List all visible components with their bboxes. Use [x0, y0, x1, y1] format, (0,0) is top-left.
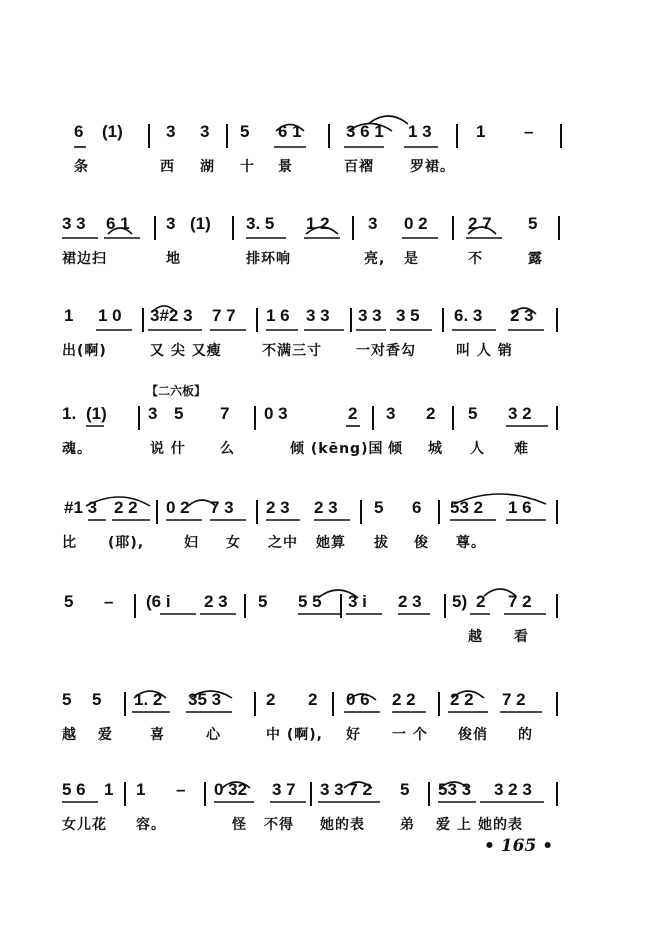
barline: [556, 782, 558, 806]
lyric: 一对香勾: [356, 343, 416, 359]
barline: [372, 406, 374, 430]
note: (1): [102, 122, 123, 141]
lyric: 越: [62, 727, 77, 743]
note: 6: [412, 498, 422, 517]
lyric: 说 什: [150, 441, 186, 457]
barline: [438, 500, 440, 524]
note: 1. 2: [134, 690, 163, 709]
note: 7 2: [508, 592, 532, 611]
note: 2 2: [450, 690, 474, 709]
notation-row: [0, 306, 655, 336]
note: 2: [308, 690, 318, 709]
note: 2 2: [392, 690, 416, 709]
note: 6: [74, 122, 84, 141]
note: 5: [64, 592, 74, 611]
tempo-marking: 【二六板】: [146, 384, 207, 398]
note: 2: [348, 404, 358, 423]
note: 3 3 7 2: [320, 780, 372, 799]
lyric: 容。: [136, 817, 166, 833]
lyric: 女儿花: [62, 817, 107, 833]
lyric: 拔: [374, 535, 389, 551]
barline: [444, 594, 446, 618]
page-number: • 165 •: [484, 836, 554, 856]
note: 3: [386, 404, 396, 423]
note: 3: [200, 122, 210, 141]
note: 6 1: [106, 214, 130, 233]
note: 5: [468, 404, 478, 423]
lyric: 亮,: [364, 251, 386, 267]
note: 0 3: [264, 404, 288, 423]
note: 3 7: [272, 780, 296, 799]
lyric: 爱: [98, 727, 113, 743]
lyric-row: [0, 248, 655, 270]
barline: [254, 692, 256, 716]
barline: [256, 308, 258, 332]
lyric: 倾 (kēng)国: [290, 441, 384, 457]
barline: [328, 124, 330, 148]
lyric: 倾: [388, 441, 403, 457]
note: 3. 5: [246, 214, 275, 233]
barline: [360, 500, 362, 524]
barline: [124, 782, 126, 806]
lyric: 叫 人 销: [456, 343, 513, 359]
lyric: 又 尖 又瘦: [150, 343, 222, 359]
lyric: 她的表: [320, 817, 365, 833]
lyric: 比: [62, 535, 77, 551]
notation-row: [0, 592, 655, 622]
barline: [226, 124, 228, 148]
note: 5: [174, 404, 184, 423]
notation-row: [0, 498, 655, 528]
note: 1 0: [98, 306, 122, 325]
barline: [134, 594, 136, 618]
barline: [232, 216, 234, 240]
lyric: 中 (啊),: [266, 727, 323, 743]
note: 3#2 3: [150, 306, 193, 325]
note: 7 3: [210, 498, 234, 517]
lyric: 人: [470, 441, 485, 457]
lyric: 裙边扫: [62, 251, 107, 267]
lyric: 西: [160, 159, 175, 175]
note: 3 5: [396, 306, 420, 325]
barline: [148, 124, 150, 148]
note: 0 2: [404, 214, 428, 233]
lyric: 条: [74, 159, 89, 175]
note: 3 i: [348, 592, 367, 611]
note: (1): [86, 404, 107, 423]
lyric: 百褶: [344, 159, 374, 175]
lyric: 湖: [200, 159, 215, 175]
notation-row: [0, 122, 655, 152]
note: 0 6: [346, 690, 370, 709]
note: 2 3: [510, 306, 534, 325]
note: 6. 3: [454, 306, 483, 325]
lyric: 么: [220, 441, 235, 457]
barline: [124, 692, 126, 716]
note: 5: [62, 690, 72, 709]
lyric: 她的表: [478, 817, 523, 833]
note: 3 3: [62, 214, 86, 233]
note: 1: [476, 122, 486, 141]
note: 2: [266, 690, 276, 709]
lyric: 城: [428, 441, 443, 457]
note: 5): [452, 592, 468, 611]
note: 1 3: [408, 122, 432, 141]
lyric: 爱 上: [436, 817, 472, 833]
barline: [452, 216, 454, 240]
lyric: 心: [206, 727, 221, 743]
notation-row: [0, 214, 655, 244]
barline: [560, 124, 562, 148]
lyric: 俊: [414, 535, 429, 551]
lyric: 俊俏: [458, 727, 488, 743]
lyric: 尊。: [456, 535, 486, 551]
lyric: 出(啊): [62, 343, 107, 359]
note: (6 i: [146, 592, 171, 611]
barline: [352, 216, 354, 240]
barline: [156, 500, 158, 524]
lyric: 怪: [232, 817, 247, 833]
note: 1 2: [306, 214, 330, 233]
lyric: 看: [514, 629, 529, 645]
note: 3: [166, 214, 176, 233]
lyric: 她算: [316, 535, 346, 551]
lyric: 不得: [264, 817, 294, 833]
note: 5 5: [298, 592, 322, 611]
barline: [350, 308, 352, 332]
barline: [556, 594, 558, 618]
note: 1 6: [508, 498, 532, 517]
lyric: 好: [346, 727, 361, 743]
barline: [256, 500, 258, 524]
note: 2 3: [398, 592, 422, 611]
note: 3: [166, 122, 176, 141]
note: 53 2: [450, 498, 484, 517]
lyric-row: [0, 340, 655, 362]
note: 3 2 3: [494, 780, 532, 799]
lyric-row: [0, 156, 655, 178]
note: 1: [64, 306, 74, 325]
barline: [442, 308, 444, 332]
barline: [556, 500, 558, 524]
note: –: [176, 780, 186, 799]
note: 2 3: [204, 592, 228, 611]
barline: [556, 406, 558, 430]
note: 3 6 1: [346, 122, 384, 141]
lyric: 的: [518, 727, 533, 743]
note: 35 3: [188, 690, 222, 709]
notation-row: [0, 690, 655, 720]
note: 5: [258, 592, 268, 611]
note: 2 2: [114, 498, 138, 517]
lyric: 喜: [150, 727, 165, 743]
barline: [310, 782, 312, 806]
note: 0 32: [214, 780, 248, 799]
note: 3 2: [508, 404, 532, 423]
note: 1: [104, 780, 114, 799]
lyric-row: [0, 814, 655, 836]
note: 53 3: [438, 780, 472, 799]
lyric: 妇: [184, 535, 199, 551]
note: 2 7: [468, 214, 492, 233]
note: –: [104, 592, 114, 611]
note: 1.: [62, 404, 77, 423]
barline: [332, 692, 334, 716]
lyric: (耶),: [108, 535, 145, 551]
note: 5: [400, 780, 410, 799]
lyric-row: [0, 724, 655, 746]
lyric-row: [0, 532, 655, 554]
barline: [558, 216, 560, 240]
lyric: 罗裙。: [410, 159, 455, 175]
note: 5: [528, 214, 538, 233]
lyric: 露: [528, 251, 543, 267]
lyric: 排环响: [246, 251, 291, 267]
barline: [428, 782, 430, 806]
note: –: [524, 122, 534, 141]
lyric: 地: [166, 251, 181, 267]
barline: [204, 782, 206, 806]
note: 3 3: [358, 306, 382, 325]
barline: [138, 406, 140, 430]
barline: [556, 692, 558, 716]
lyric: 不满三寸: [262, 343, 322, 359]
notation-row: [0, 780, 655, 810]
lyric: 十: [240, 159, 255, 175]
barline: [456, 124, 458, 148]
lyric: 难: [514, 441, 529, 457]
note: 5: [240, 122, 250, 141]
lyric-row: [0, 626, 655, 648]
note: 6 1: [278, 122, 302, 141]
note: (1): [190, 214, 211, 233]
lyric: 一 个: [392, 727, 428, 743]
lyric: 魂。: [62, 441, 92, 457]
barline: [154, 216, 156, 240]
note: 1 6: [266, 306, 290, 325]
note: #1 3: [64, 498, 98, 517]
note: 7 7: [212, 306, 236, 325]
note: 2: [426, 404, 436, 423]
lyric: 是: [404, 251, 419, 267]
note: 7: [220, 404, 230, 423]
note: 1: [136, 780, 146, 799]
note: 5: [92, 690, 102, 709]
lyric: 越: [468, 629, 483, 645]
barline: [438, 692, 440, 716]
note: 5: [374, 498, 384, 517]
note: 3: [148, 404, 158, 423]
barline: [254, 406, 256, 430]
note: 2 3: [266, 498, 290, 517]
note: 2: [476, 592, 486, 611]
note: 3: [368, 214, 378, 233]
note: 2 3: [314, 498, 338, 517]
lyric: 不: [468, 251, 483, 267]
barline: [142, 308, 144, 332]
lyric-row: [0, 438, 655, 460]
lyric: 女: [226, 535, 241, 551]
lyric: 之中: [268, 535, 298, 551]
barline: [244, 594, 246, 618]
note: 3 3: [306, 306, 330, 325]
barline: [556, 308, 558, 332]
note: 5 6: [62, 780, 86, 799]
note: 0 2: [166, 498, 190, 517]
lyric: 弟: [400, 817, 415, 833]
notation-row: [0, 404, 655, 434]
barline: [340, 594, 342, 618]
barline: [452, 406, 454, 430]
lyric: 景: [278, 159, 293, 175]
note: 7 2: [502, 690, 526, 709]
